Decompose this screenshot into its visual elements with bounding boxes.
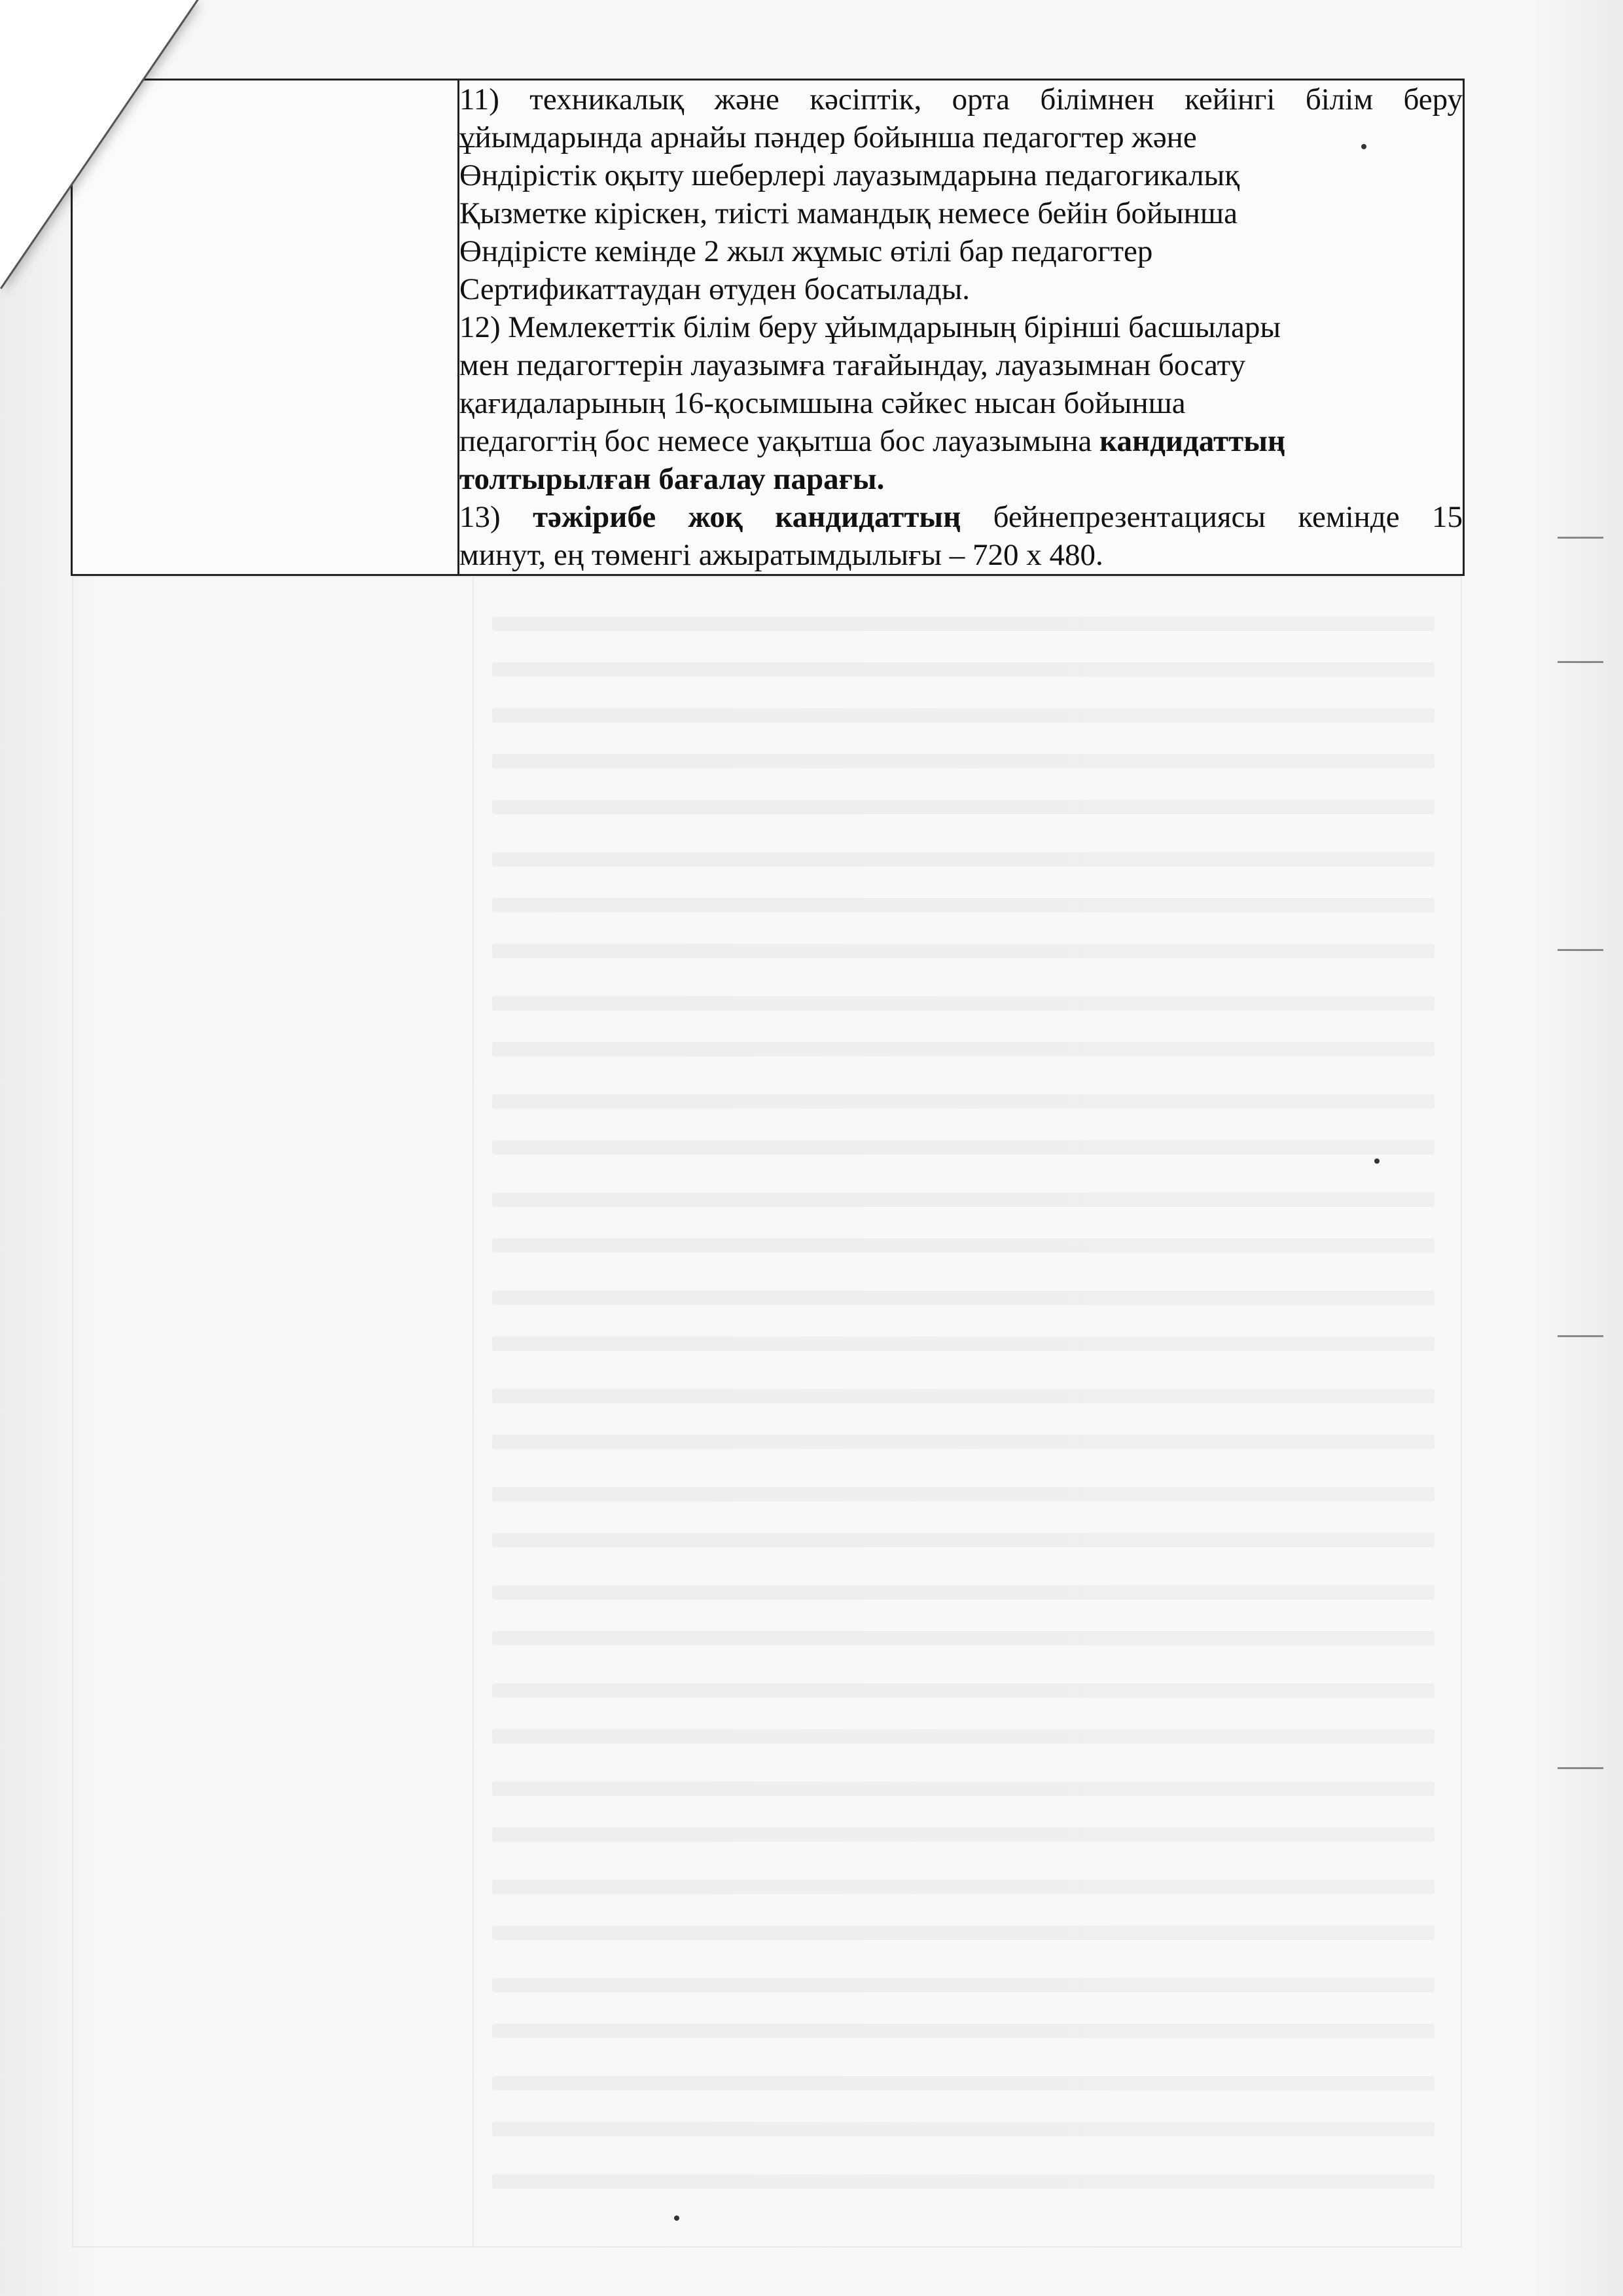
scan-mark — [1558, 1767, 1603, 1769]
scan-speck — [1361, 144, 1366, 149]
text-run: 13) — [459, 500, 533, 534]
item-13 — [459, 498, 1463, 574]
text-run: педагогтің бос немесе уақытша бос лауазымына — [459, 424, 1100, 458]
text-line: минут, ең төменгі ажыратымдылығы – 720 х 480. — [459, 538, 1103, 572]
bold-text-run: тәжірибе жоқ кандидаттың — [533, 500, 961, 534]
text-line — [459, 498, 1463, 536]
text-line: 12) Мемлекеттік білім беру ұйымдарының бірінші басшылары — [459, 310, 1281, 344]
content-cell — [459, 80, 1464, 575]
item-11 — [459, 81, 1463, 308]
text-run: бейнепрезентациясы кемінде 15 — [961, 500, 1463, 534]
scan-mark — [1558, 537, 1603, 539]
text-line: 11) техникалық және кәсіптік, орта білімнен кейінгі білім беру — [459, 82, 1463, 117]
bold-text-run: кандидаттың — [1099, 424, 1285, 458]
bold-text-line: толтырылған бағалау парағы. — [459, 462, 885, 496]
scan-speck — [674, 2215, 679, 2221]
scan-mark — [1558, 661, 1603, 663]
bleed-through-table — [72, 576, 1462, 2248]
scan-mark — [1558, 949, 1603, 951]
text-line: Өндірістік оқыту шеберлері лауазымдарына педагогикалық — [459, 158, 1240, 192]
text-line — [459, 422, 1463, 460]
text-line: Сертификаттаудан өтуден босатылады. — [459, 272, 971, 306]
text-line: Қызметке кіріскен, тиісті мамандық немесе бейін бойынша — [459, 196, 1238, 230]
document-table — [71, 79, 1465, 576]
scan-speck — [1374, 1158, 1380, 1164]
text-line: Өндірісте кемінде 2 жыл жұмыс өтілі бар педагогтер — [459, 234, 1153, 268]
scan-mark — [1558, 1335, 1603, 1337]
text-line: ұйымдарында арнайы пәндер бойынша педагогтер және — [459, 120, 1197, 154]
text-line: қағидаларының 16-қосымшына сәйкес нысан бойынша — [459, 386, 1186, 420]
table-row — [72, 80, 1464, 575]
text-line: мен педагогтерін лауазымға тағайындау, лауазымнан босату — [459, 348, 1246, 382]
item-12 — [459, 308, 1463, 498]
